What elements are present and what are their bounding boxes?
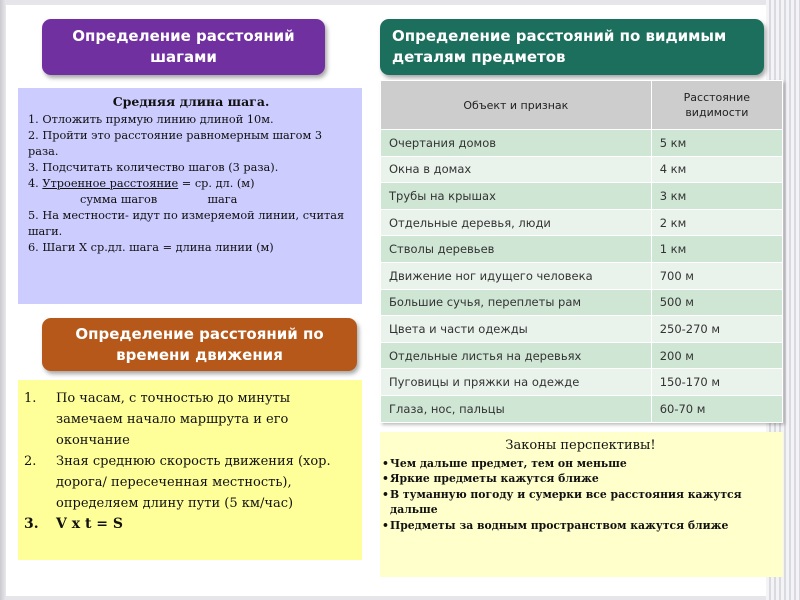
steps-line-2: 2. Пройти это расстояние равномерным шагом 3 раза. [28,129,323,158]
steps-line-4-underlined: Утроенное расстояние [42,177,179,190]
table-cell-distance: 3 км [651,183,782,210]
list-item-text: Зная среднюю скорость движения (хор. дорога/ пересеченная местность), определяем длину пути (5 км/час) [56,454,331,511]
list-item-text: V x t = S [56,516,124,532]
banner-travel-time-text: Определение расстояний по времени движения [75,324,324,364]
table-cell-object: Отдельные деревья, люди [381,209,652,236]
table-cell-distance: 2 км [651,209,782,236]
column-header-object: Объект и признак [381,81,652,130]
table-row [381,395,783,422]
list-item-text: Предметы за водным пространством кажутся ближе [390,518,729,532]
travel-time-panel [18,380,362,560]
list-item-text: Яркие предметы кажутся ближе [390,472,599,485]
table-row [381,130,783,157]
steps-panel [18,88,362,304]
list-item [382,471,779,487]
table-cell-object: Очертания домов [381,130,652,157]
steps-line-3: 3. Подсчитать количество шагов (3 раза). [28,161,279,174]
banner-visible-details [380,19,764,75]
bullet-icon: • [382,456,389,470]
steps-line-4-prefix: 4. [28,177,43,190]
table-cell-distance: 200 м [651,342,782,369]
steps-line-5: 5. На местности- идут по измеряемой линии, считая шаги. [28,209,345,238]
table-cell-distance: 1 км [651,236,782,263]
table-row [381,262,783,289]
banner-travel-time [42,318,357,371]
table-cell-object: Пуговицы и пряжки на одежде [381,369,652,396]
list-item [22,514,352,535]
table-row [381,369,783,396]
column-header-distance: Расстояние видимости [651,81,782,130]
list-item [382,456,779,472]
table-cell-object: Цвета и части одежды [381,316,652,343]
table-cell-distance: 4 км [651,156,782,183]
table-row [381,236,783,263]
perspective-panel [380,432,783,577]
banner-steps [42,19,325,75]
steps-fraction-line: сумма шагов шага [80,193,238,206]
table-row [381,156,783,183]
bullet-icon: • [382,518,389,532]
table-cell-object: Большие сучья, переплеты рам [381,289,652,316]
steps-line-4-suffix: = ср. дл. (м) [178,177,255,190]
table-cell-distance: 60-70 м [651,395,782,422]
banner-visible-details-text: Определение расстояний по видимым деталям предметов [392,27,727,66]
table-row [381,289,783,316]
table-cell-distance: 150-170 м [651,369,782,396]
list-item [382,518,779,534]
bullet-icon: • [382,487,389,501]
table-cell-object: Отдельные листья на деревьях [381,342,652,369]
slide-frame-left [0,0,6,600]
table-row [381,316,783,343]
list-item-number: 1. [24,391,37,406]
list-item-text: По часам, с точностью до минуты замечаем начало маршрута и его окончание [56,391,291,448]
table-cell-distance: 250-270 м [651,316,782,343]
steps-line-6: 6. Шаги Х ср.дл. шага = длина линии (м) [28,241,274,254]
list-item [22,388,352,451]
visibility-table [380,80,783,423]
perspective-panel-title: Законы перспективы! [505,438,656,453]
table-cell-distance: 700 м [651,262,782,289]
table-cell-object: Движение ног идущего человека [381,262,652,289]
table-cell-object: Трубы на крышах [381,183,652,210]
list-item-text: Чем дальше предмет, тем он меньше [390,456,627,470]
list-item-number: 3. [24,516,39,532]
table-row [381,342,783,369]
table-cell-object: Стволы деревьев [381,236,652,263]
table-row [381,183,783,210]
steps-line-4 [28,176,354,192]
list-item-number: 2. [24,454,37,469]
table-header-row [381,81,783,130]
list-item-text: В туманную погоду и сумерки все расстояния кажутся дальше [390,487,742,516]
table-cell-object: Глаза, нос, пальцы [381,395,652,422]
slide-frame-bottom [6,596,766,600]
banner-steps-text: Определение расстояний шагами [72,27,295,66]
table-cell-object: Окна в домах [381,156,652,183]
table-cell-distance: 500 м [651,289,782,316]
steps-line-1: 1. Отложить прямую линию длиной 10м. [28,113,274,126]
steps-panel-title: Средняя длина шага. [112,94,270,109]
list-item [22,451,352,514]
list-item [382,487,779,518]
slide-frame-top [6,0,766,5]
table-cell-distance: 5 км [651,130,782,157]
bullet-icon: • [382,472,389,485]
table-row [381,209,783,236]
